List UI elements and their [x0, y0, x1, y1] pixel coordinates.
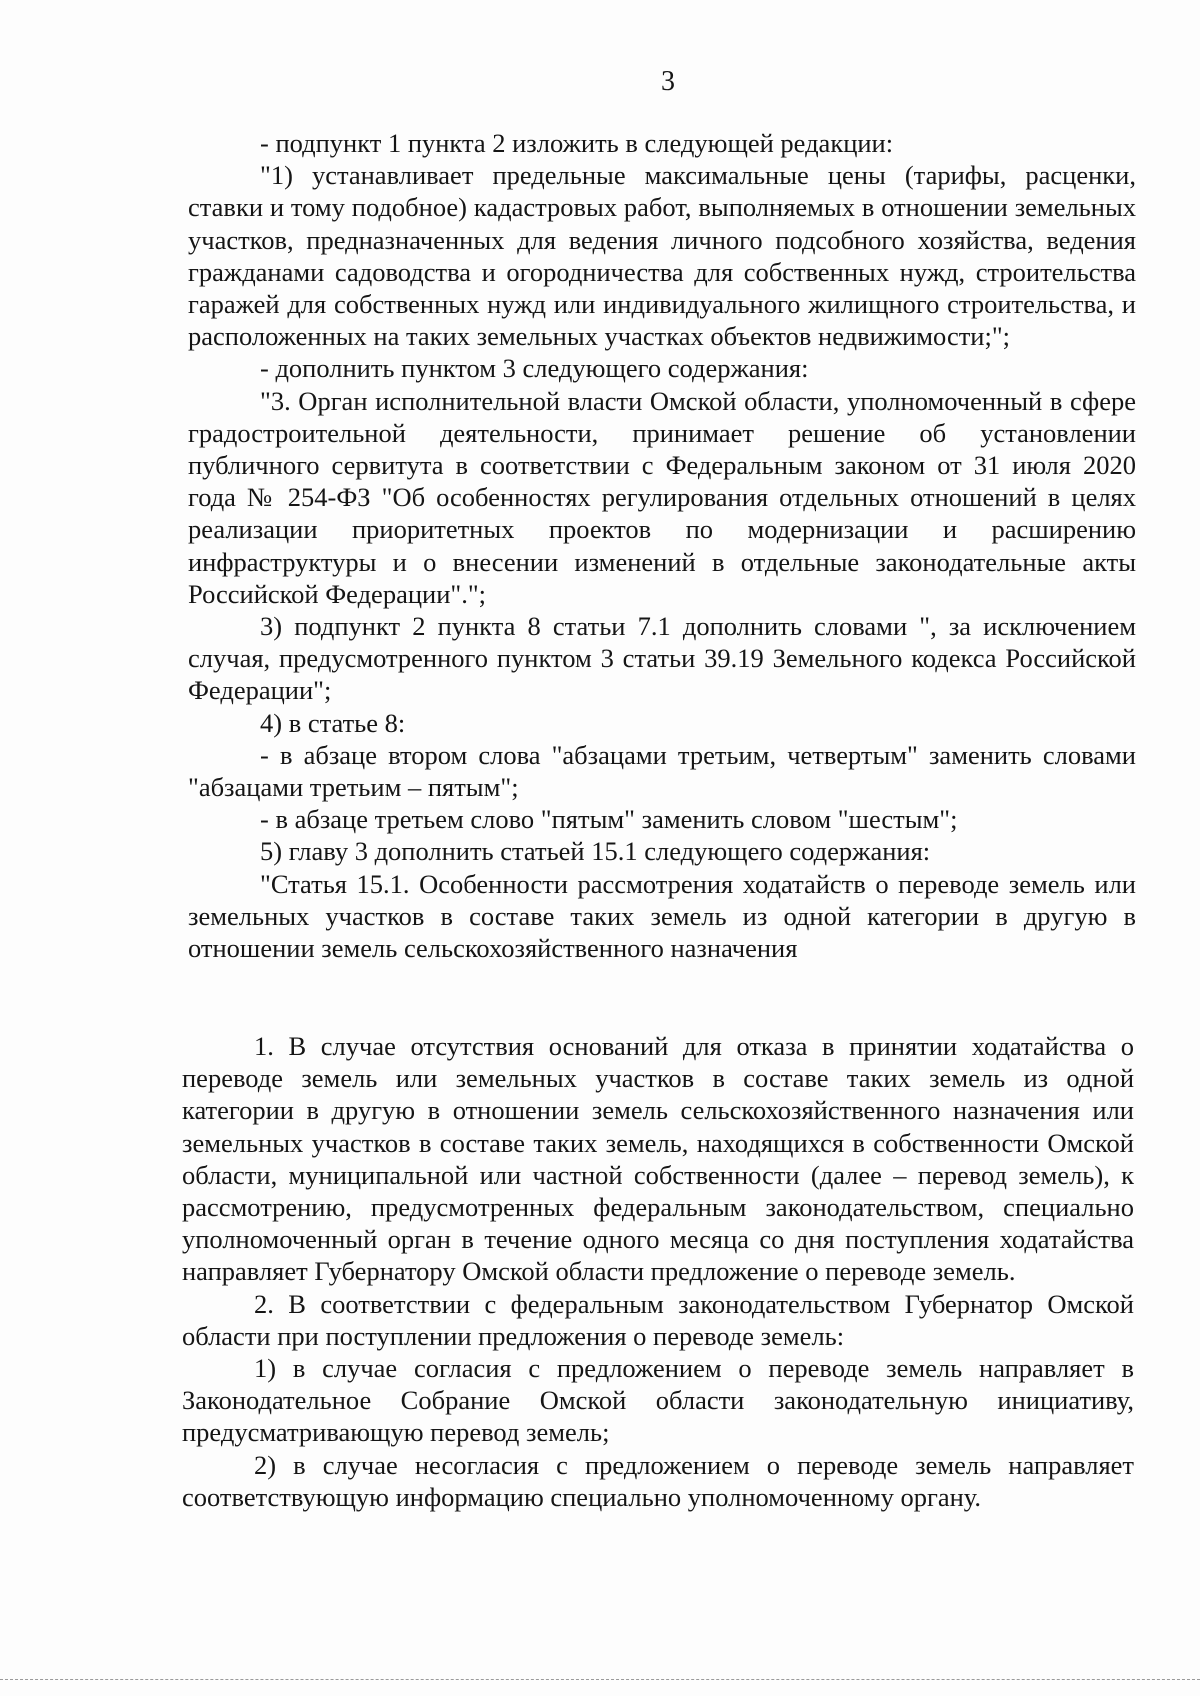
paragraph: 2) в случае несогласия с предложением о переводе земель направляет соответствующую информацию специально уполномоченному органу. — [182, 1449, 1134, 1512]
article-heading: "Статья 15.1. Особенности рассмотрения ходатайств о переводе земель или земельных участков в составе таких земель из одной категории в другую в отношении земель сельскохозяйственного назначения — [188, 868, 1136, 964]
paragraph: 1) в случае согласия с предложением о переводе земель направляет в Законодательное Собрание Омской области законодательную инициативу, предусматривающую перевод земель; — [182, 1353, 1134, 1448]
paragraph: 4) в статье 8: — [260, 707, 406, 738]
body-text-top — [188, 127, 1136, 964]
paragraph: 1. В случае отсутствия оснований для отказа в принятии ходатайства о переводе земель или земельных участков в составе таких земель из одной категории в другую в отношении земель сельскохозяйственного назначения или земельных участков в составе таких земель, находящихся в собственности Омской области, муниципальной или частной собственности (далее – перевод земель), к рассмотрению, предусмотренных федеральным законодательством, специально уполномоченный орган в течение одного месяца со дня поступления ходатайства направляет Губернатору Омской области предложение о переводе земель. — [182, 1031, 1134, 1287]
paragraph: - в абзаце втором слова "абзацами третьим, четвертым" заменить словами "абзацами третьим – пятым"; — [188, 739, 1136, 803]
paragraph: - дополнить пунктом 3 следующего содержания: — [260, 353, 809, 384]
scan-edge-divider — [0, 1679, 1200, 1680]
paragraph: - подпункт 1 пункта 2 изложить в следующей редакции: — [260, 128, 894, 158]
body-text-bottom — [182, 1030, 1134, 1513]
paragraph: 2. В соответствии с федеральным законодательством Губернатор Омской области при поступлении предложения о переводе земель: — [182, 1288, 1134, 1351]
paragraph: "3. Орган исполнительной власти Омской области, уполномоченный в сфере градостроительной деятельности, принимает решение об установлении публичного сервитута в соответствии с Федеральным законом от 31 июля 2020 года № 254-ФЗ "Об особенностях регулирования отдельных отношений в целях реализации приоритетных проектов по модернизации и расширению инфраструктуры и о внесении изменений в отдельные законодательные акты Российской Федерации"."; — [188, 385, 1136, 609]
paragraph: - в абзаце третьем слово "пятым" заменить словом "шестым"; — [260, 804, 958, 835]
paragraph: "1) устанавливает предельные максимальные цены (тарифы, расценки, ставки и тому подобное) кадастровых работ, выполняемых в отношении земельных участков, предназначенных для ведения личного подсобного хозяйства, ведения гражданами садоводства и огородничества для собственных нужд, строительства гаражей для собственных нужд или индивидуального жилищного строительства, и расположенных на таких земельных участках объектов недвижимости;"; — [188, 160, 1136, 352]
paragraph: 3) подпункт 2 пункта 8 статьи 7.1 дополнить словами ", за исключением случая, предусмотренного пунктом 3 статьи 39.19 Земельного кодекса Российской Федерации"; — [188, 611, 1136, 706]
page-number: 3 — [661, 66, 675, 97]
paragraph: 5) главу 3 дополнить статьей 15.1 следующего содержания: — [260, 836, 931, 867]
